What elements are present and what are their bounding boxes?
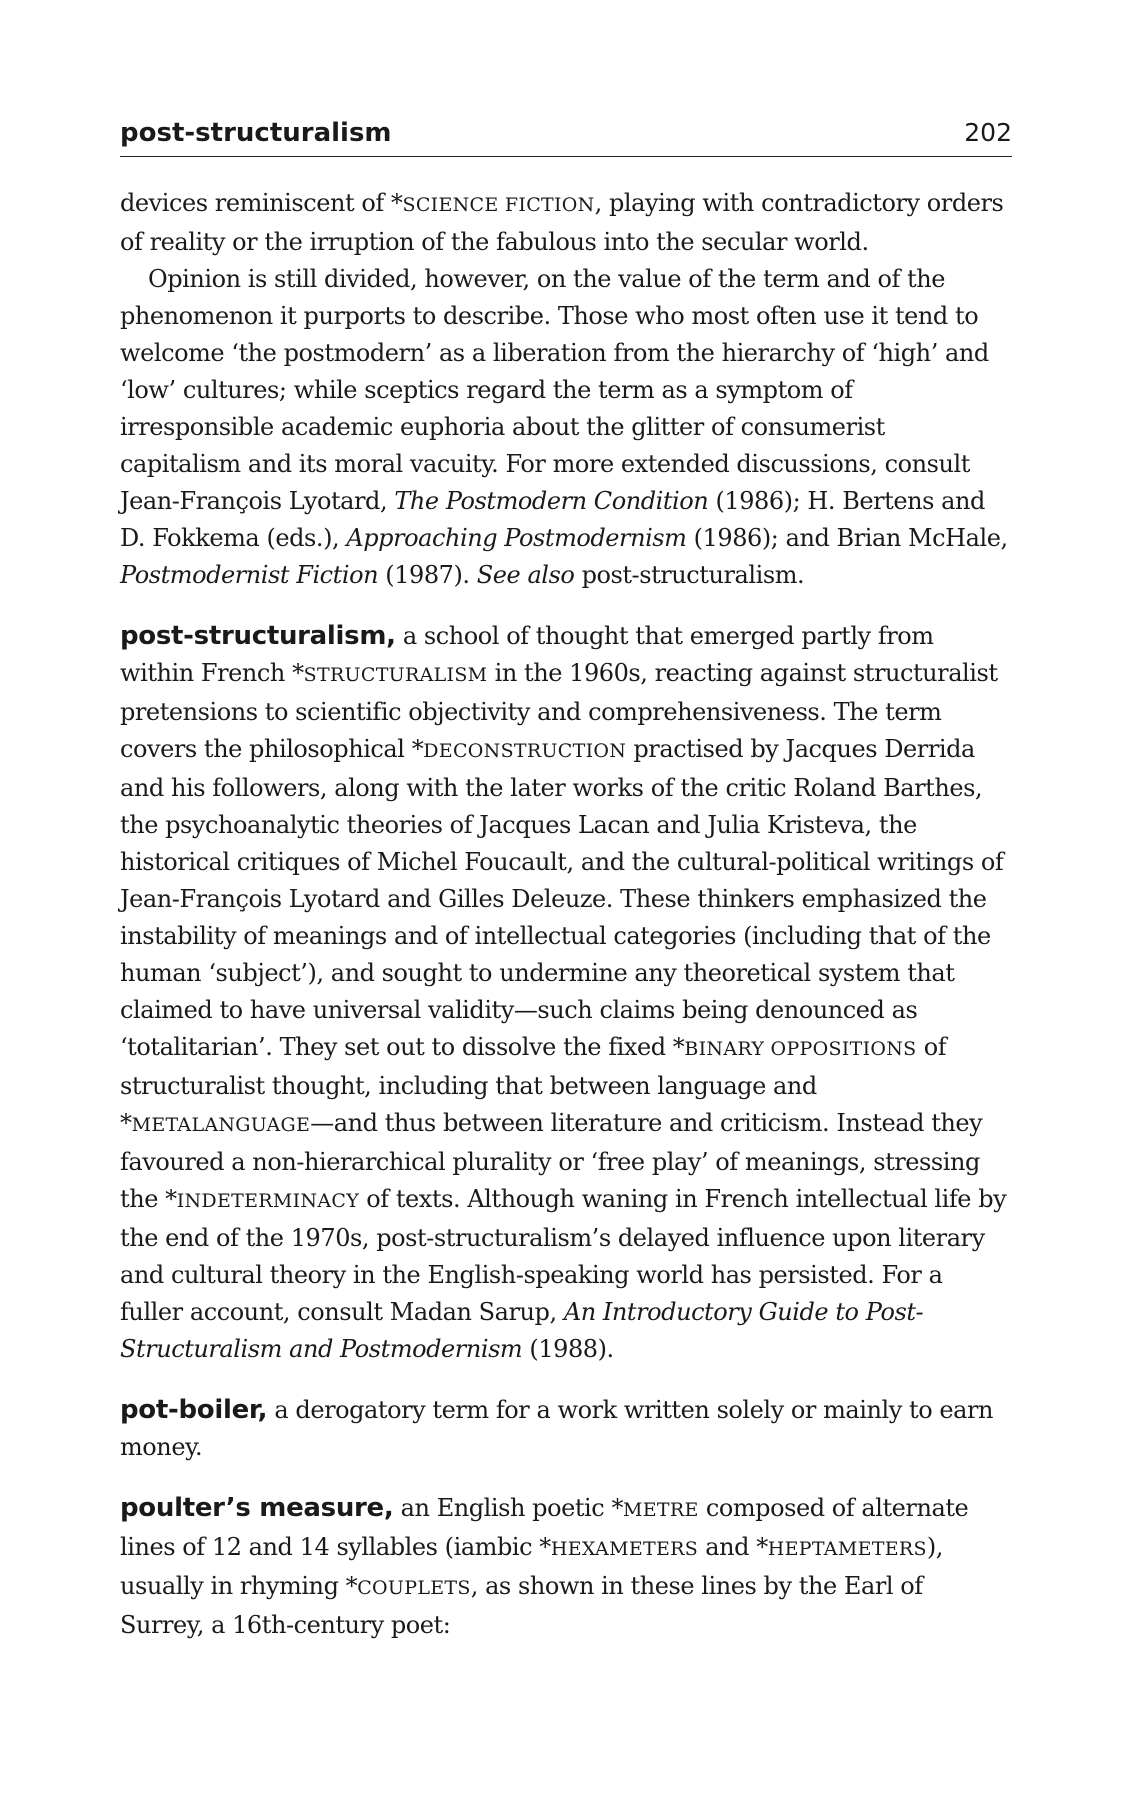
cross-reference: HEXAMETERS: [550, 1538, 699, 1560]
book-title: Approaching Postmodernism: [346, 524, 687, 552]
book-title: The Postmodern Condition: [394, 487, 709, 515]
book-title: An Introductory Guide to Post-Structuralism and Postmodernism: [120, 1298, 924, 1363]
page-number: 202: [964, 118, 1012, 147]
headword: pot-boiler,: [120, 1395, 268, 1425]
cross-reference: DECONSTRUCTION: [423, 740, 627, 762]
cross-reference: BINARY OPPOSITIONS: [684, 1038, 917, 1060]
continued-paragraph: Opinion is still divided, however, on the value of the term and of the phenomenon it purports to describe. Those who most often use it tend to welcome ‘the postmodern’ as a liberation from the hierarchy of ‘high’ and ‘low’ cultures; while sceptics regard the term as a symptom of irresponsible academic euphoria about the glitter of consumerist capitalism and its moral vacuity. For more extended discussions, consult Jean-François Lyotard, The Postmodern Condition (1986); H. Bertens and D. Fokkema (eds.), Approaching Postmodernism (1986); and Brian McHale, Postmodernist Fiction (1987). See also post-structuralism.: [120, 265, 1008, 589]
cross-reference: INDETERMINACY: [176, 1190, 360, 1212]
cross-reference: HEPTAMETERS: [767, 1538, 927, 1560]
page: [120, 118, 1012, 1644]
continued-paragraph: devices reminiscent of *SCIENCE FICTION, playing with contradictory orders of reality or the irruption of the fabulous into the secular world.: [120, 189, 1004, 256]
dictionary-body: [120, 185, 1012, 1644]
entry-pot-boiler: pot-boiler, a derogatory term for a work written solely or mainly to earn money.: [120, 1395, 994, 1461]
cross-reference: COUPLETS: [357, 1577, 471, 1599]
cross-reference: METALANGUAGE: [131, 1114, 311, 1136]
entry-post-structuralism: post-structuralism, a school of thought that emerged partly from within French *STRUCTURALISM in the 1960s, reacting against structuralist pretensions to scientific objectivity and comprehensiveness. The term covers the philosophical *DECONSTRUCTION practised by Jacques Derrida and his followers, along with the later works of the critic Roland Barthes, the psychoanalytic theories of Jacques Lacan and Julia Kristeva, the historical critiques of Michel Foucault, and the cultural-political writings of Jean-François Lyotard and Gilles Deleuze. These thinkers emphasized the instability of meanings and of intellectual categories (including that of the human ‘subject’), and sought to undermine any theoretical system that claimed to have universal validity—such claims being denounced as ‘totalitarian’. They set out to dissolve the fixed *BINARY OPPOSITIONS of structuralist thought, including that between language and *METALANGUAGE—and thus between literature and criticism. Instead they favoured a non-hierarchical plurality or ‘free play’ of meanings, stressing the *INDETERMINACY of texts. Although waning in French intellectual life by the end of the 1970s, post-structuralism’s delayed influence upon literary and cultural theory in the English-speaking world has persisted. For a fuller account, consult Madan Sarup, An Introductory Guide to Post-Structuralism and Postmodernism (1988).: [120, 621, 1007, 1363]
cross-reference: STRUCTURALISM: [303, 664, 488, 686]
running-head: [120, 118, 1012, 157]
running-head-title: post-structuralism: [120, 118, 392, 148]
headword: post-structuralism,: [120, 621, 396, 651]
see-also-label: See also: [476, 561, 575, 589]
cross-reference: METRE: [623, 1499, 699, 1521]
entry-poulters-measure: poulter’s measure, an English poetic *METRE composed of alternate lines of 12 and 14 syllables (iambic *HEXAMETERS and *HEPTAMETERS), usually in rhyming *COUPLETS, as shown in these lines by the Earl of Surrey, a 16th-century poet:: [120, 1493, 969, 1639]
headword: poulter’s measure,: [120, 1493, 394, 1523]
cross-reference: SCIENCE FICTION: [402, 194, 595, 216]
book-title: Postmodernist Fiction: [120, 561, 379, 589]
